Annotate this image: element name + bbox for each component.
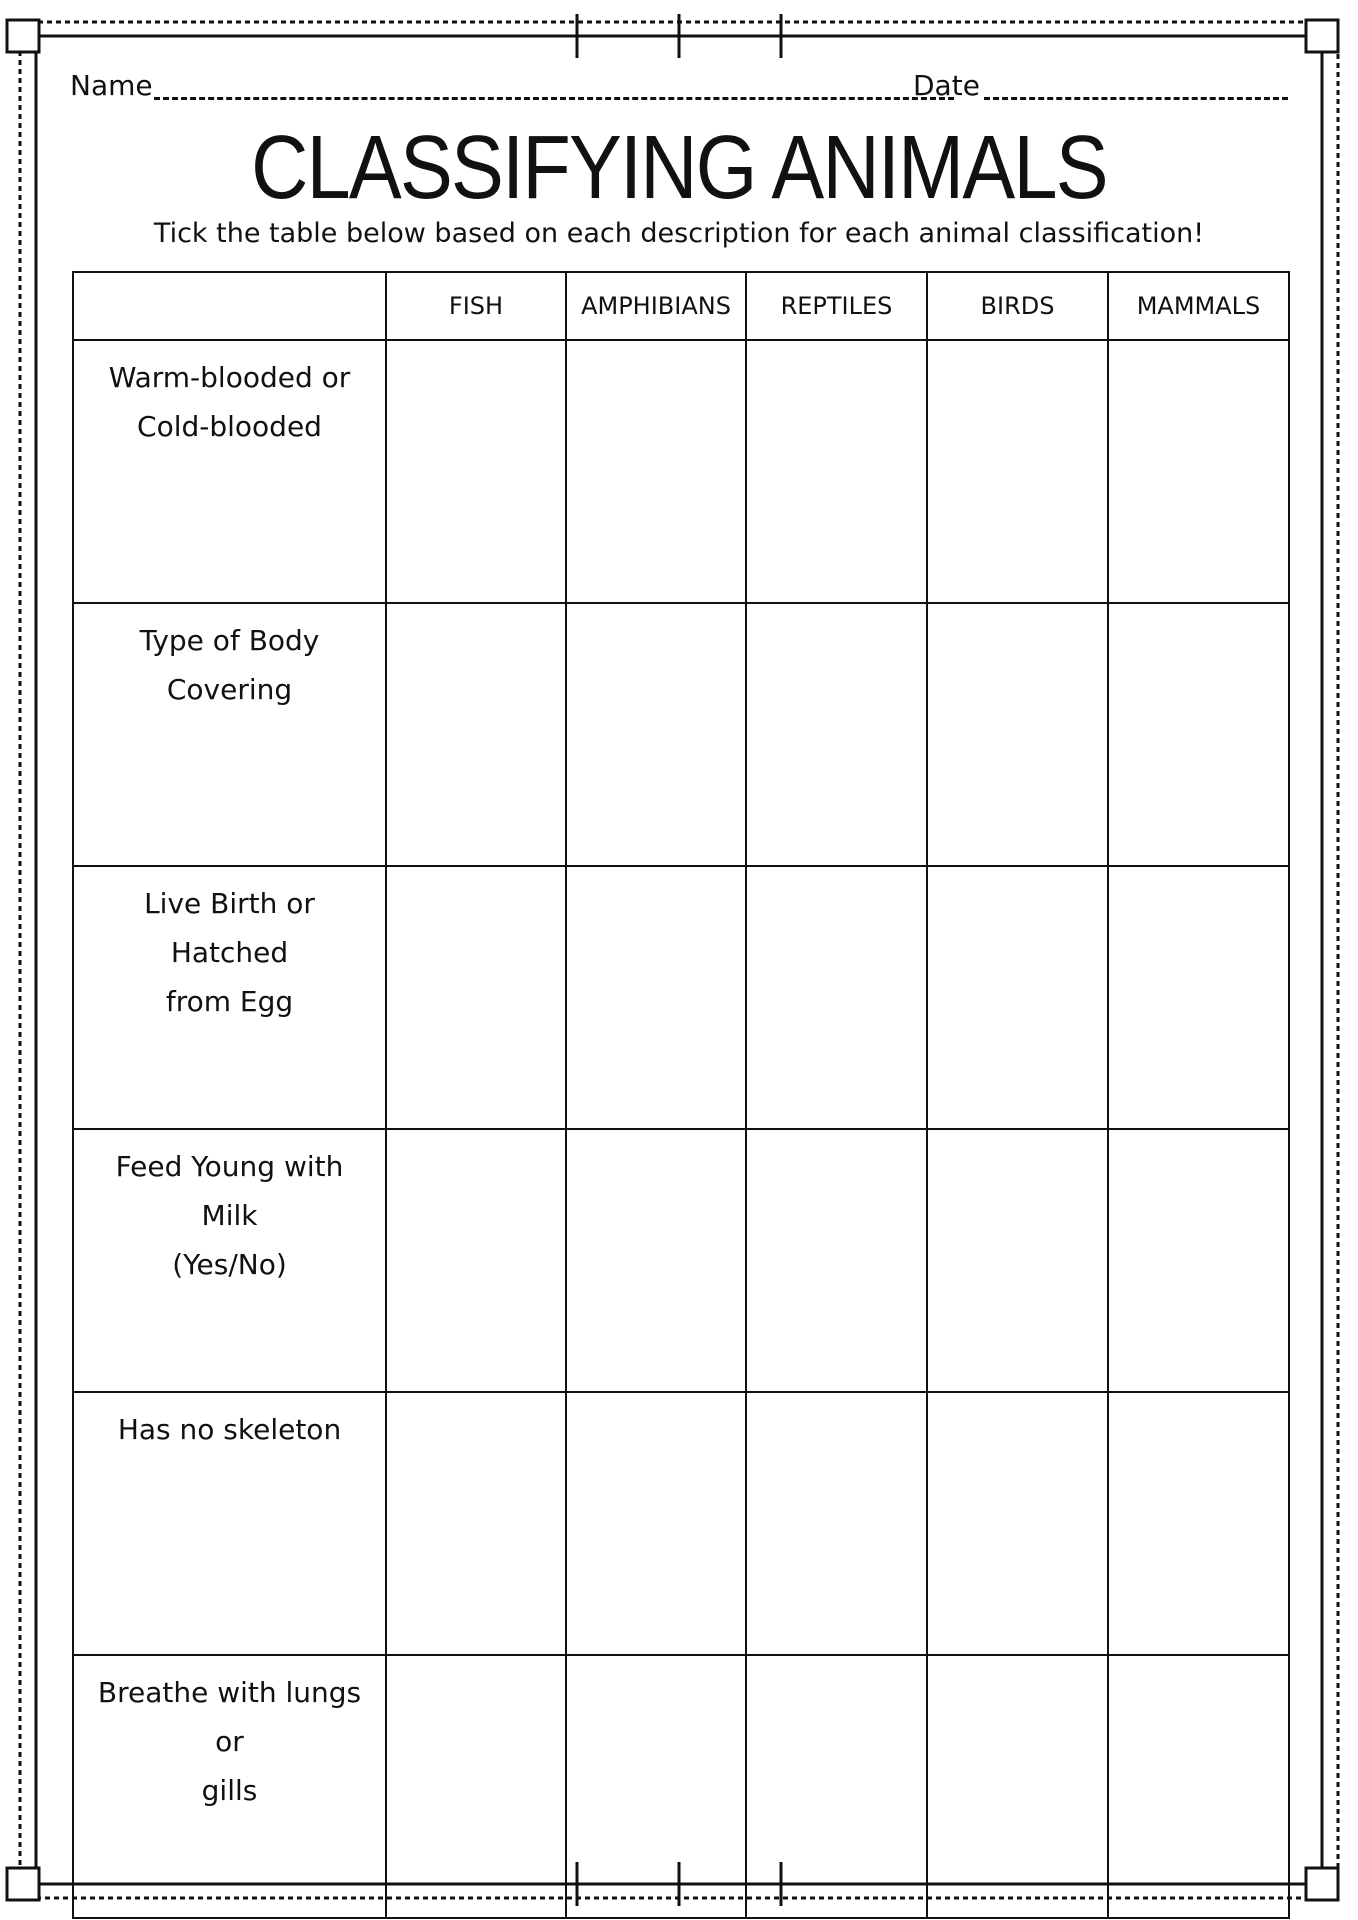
- row-label-line: Has no skeleton: [117, 1413, 342, 1446]
- answer-cell-reptiles[interactable]: [746, 603, 927, 866]
- answer-cell-reptiles[interactable]: [746, 866, 927, 1129]
- answer-cell-amphibians[interactable]: [566, 1392, 746, 1655]
- answer-cell-mammals[interactable]: [1108, 1655, 1289, 1918]
- answer-cell-birds[interactable]: [927, 603, 1108, 866]
- table-row: [73, 1129, 1289, 1392]
- header-cell-birds: BIRDS: [927, 272, 1108, 340]
- instructions: Tick the table below based on each description for each animal classification!: [153, 218, 1205, 249]
- header-cell-mammals: MAMMALS: [1108, 272, 1289, 340]
- answer-cell-mammals[interactable]: [1108, 340, 1289, 603]
- answer-cell-fish[interactable]: [386, 603, 566, 866]
- answer-cell-birds[interactable]: [927, 340, 1108, 603]
- answer-cell-amphibians[interactable]: [566, 340, 746, 603]
- header-row: [68, 64, 1290, 108]
- row-label: [73, 866, 386, 1129]
- row-label-line: Breathe with lungs or: [97, 1676, 362, 1758]
- answer-cell-mammals[interactable]: [1108, 1392, 1289, 1655]
- answer-cell-birds[interactable]: [927, 1129, 1108, 1392]
- row-label: [73, 1129, 386, 1392]
- answer-cell-reptiles[interactable]: [746, 1655, 927, 1918]
- table-row: [73, 1392, 1289, 1655]
- table-row: [73, 603, 1289, 866]
- answer-cell-fish[interactable]: [386, 340, 566, 603]
- answer-cell-reptiles[interactable]: [746, 1392, 927, 1655]
- row-label-line: Covering: [166, 673, 293, 706]
- row-label-line: (Yes/No): [172, 1248, 287, 1281]
- answer-cell-mammals[interactable]: [1108, 1129, 1289, 1392]
- header-cell-fish: FISH: [386, 272, 566, 340]
- row-label-line: Live Birth or Hatched: [144, 887, 315, 969]
- row-label-line: Cold-blooded: [137, 410, 322, 443]
- answer-cell-mammals[interactable]: [1108, 603, 1289, 866]
- row-label: [73, 1392, 386, 1655]
- date-label: Date: [913, 69, 980, 102]
- row-label-line: Feed Young with Milk: [115, 1150, 344, 1232]
- row-label: [73, 603, 386, 866]
- table-header-row: [73, 272, 1289, 340]
- answer-cell-amphibians[interactable]: [566, 603, 746, 866]
- answer-cell-fish[interactable]: [386, 1392, 566, 1655]
- row-label-line: Warm-blooded or: [108, 361, 351, 394]
- table-body: [73, 340, 1289, 1918]
- date-field[interactable]: [984, 97, 1288, 100]
- table-row: [73, 340, 1289, 603]
- header-cell-reptiles: REPTILES: [746, 272, 927, 340]
- answer-cell-fish[interactable]: [386, 1655, 566, 1918]
- header-cell-amphibians: AMPHIBIANS: [566, 272, 746, 340]
- answer-cell-fish[interactable]: [386, 866, 566, 1129]
- row-label-line: from Egg: [165, 985, 294, 1018]
- row-label-line: Type of Body: [139, 624, 320, 657]
- answer-cell-amphibians[interactable]: [566, 866, 746, 1129]
- row-label: [73, 340, 386, 603]
- header-cell-blank: [73, 272, 386, 340]
- table-row: [73, 1655, 1289, 1918]
- page-title: CLASSIFYING ANIMALS: [251, 118, 1107, 218]
- answer-cell-mammals[interactable]: [1108, 866, 1289, 1129]
- answer-cell-amphibians[interactable]: [566, 1655, 746, 1918]
- answer-cell-birds[interactable]: [927, 866, 1108, 1129]
- table-row: [73, 866, 1289, 1129]
- name-field[interactable]: [154, 97, 954, 100]
- answer-cell-reptiles[interactable]: [746, 1129, 927, 1392]
- name-label: Name: [70, 69, 153, 102]
- answer-cell-fish[interactable]: [386, 1129, 566, 1392]
- answer-cell-birds[interactable]: [927, 1392, 1108, 1655]
- row-label-line: gills: [201, 1774, 258, 1807]
- classification-table: [72, 271, 1290, 1919]
- answer-cell-birds[interactable]: [927, 1655, 1108, 1918]
- answer-cell-amphibians[interactable]: [566, 1129, 746, 1392]
- row-label: [73, 1655, 386, 1918]
- answer-cell-reptiles[interactable]: [746, 340, 927, 603]
